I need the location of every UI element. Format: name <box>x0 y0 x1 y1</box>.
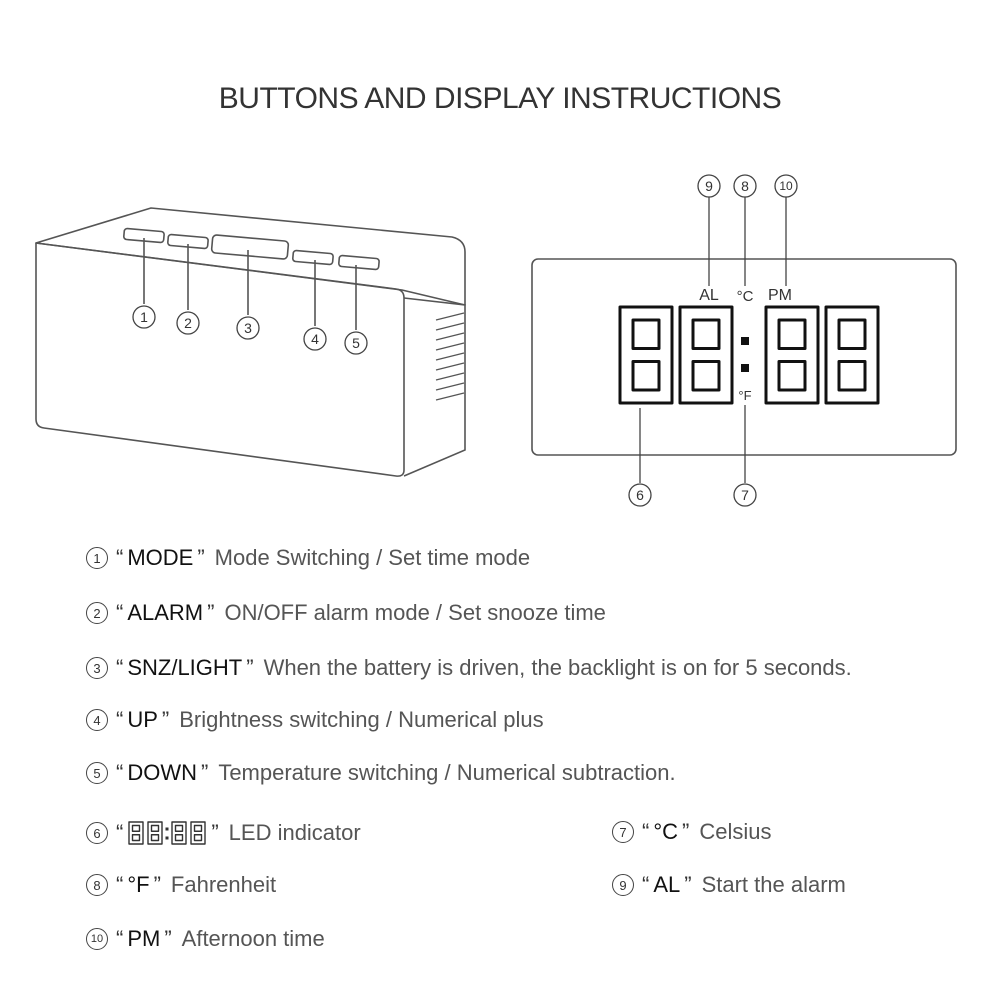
led-digits-icon <box>127 819 207 847</box>
legend-number: 7 <box>612 821 634 843</box>
legend-item-fahrenheit: 8 “ °F ” Fahrenheit <box>86 872 276 898</box>
display-celsius-label: °C <box>736 288 754 305</box>
led-digit <box>766 307 818 403</box>
callout-6 <box>629 484 651 506</box>
led-digit <box>148 822 162 844</box>
legend-number: 2 <box>86 602 108 624</box>
svg-text:1: 1 <box>140 309 148 325</box>
legend-number: 1 <box>86 547 108 569</box>
legend-item-mode: 1 “ MODE ” Mode Switching / Set time mode <box>86 545 530 571</box>
led-digit <box>826 307 878 403</box>
svg-text:2: 2 <box>184 315 192 331</box>
legend-key: MODE <box>127 545 194 570</box>
callout-4 <box>304 328 326 350</box>
legend-key: SNZ/LIGHT <box>127 655 243 680</box>
legend-number: 5 <box>86 762 108 784</box>
legend-number: 6 <box>86 822 108 844</box>
legend-desc: Celsius <box>699 819 772 844</box>
callout-2 <box>177 312 199 334</box>
legend-desc: Afternoon time <box>181 926 325 951</box>
legend-number: 3 <box>86 657 108 679</box>
callout-1 <box>133 306 155 328</box>
svg-text:6: 6 <box>636 487 644 503</box>
led-digit <box>129 822 143 844</box>
legend-item-celsius: 7 “ °C ” Celsius <box>612 819 771 845</box>
legend-desc: Temperature switching / Numerical subtraction. <box>218 760 676 785</box>
callout-9 <box>698 175 720 197</box>
legend-number: 8 <box>86 874 108 896</box>
legend-key: DOWN <box>127 760 197 785</box>
display-al-label: AL <box>699 287 719 304</box>
page-title: BUTTONS AND DISPLAY INSTRUCTIONS <box>218 82 782 115</box>
legend-key: °F <box>127 872 150 897</box>
legend-item-pm: 10 “ PM ” Afternoon time <box>86 926 325 952</box>
legend-key: PM <box>127 926 161 951</box>
legend-number: 9 <box>612 874 634 896</box>
led-colon-dot <box>741 337 749 345</box>
legend-key: UP <box>127 707 158 732</box>
svg-text:8: 8 <box>741 178 749 194</box>
callout-3 <box>237 317 259 339</box>
button-down <box>339 255 380 269</box>
button-snz-light <box>211 235 288 260</box>
legend-item-up: 4 “ UP ” Brightness switching / Numerical plus <box>86 707 544 733</box>
legend-desc: LED indicator <box>228 820 361 845</box>
led-digit <box>680 307 732 403</box>
callout-8 <box>734 175 756 197</box>
legend-desc: Mode Switching / Set time mode <box>214 545 531 570</box>
vent-lines <box>436 313 464 400</box>
legend-desc: Brightness switching / Numerical plus <box>179 707 544 732</box>
legend-key: ALARM <box>127 600 204 625</box>
led-colon-dot <box>166 828 169 831</box>
legend-item-alarm: 2 “ ALARM ” ON/OFF alarm mode / Set snooze time <box>86 600 606 626</box>
legend-item-down: 5 “ DOWN ” Temperature switching / Numerical subtraction. <box>86 760 676 786</box>
svg-text:9: 9 <box>705 178 713 194</box>
legend-number: 10 <box>86 928 108 950</box>
legend-item-snz-light: 3 “ SNZ/LIGHT ” When the battery is driven, the backlight is on for 5 seconds. <box>86 655 852 681</box>
svg-text:7: 7 <box>741 487 749 503</box>
callout-5 <box>345 332 367 354</box>
led-digit <box>191 822 205 844</box>
legend-desc: Start the alarm <box>701 872 846 897</box>
svg-text:5: 5 <box>352 335 360 351</box>
legend-desc: ON/OFF alarm mode / Set snooze time <box>224 600 606 625</box>
legend-number: 4 <box>86 709 108 731</box>
svg-text:4: 4 <box>311 331 319 347</box>
display-panel <box>532 197 956 483</box>
led-colon-dot <box>166 837 169 840</box>
callout-10 <box>775 175 797 197</box>
led-digit <box>620 307 672 403</box>
legend-item-al: 9 “ AL ” Start the alarm <box>612 872 846 898</box>
legend-key: AL <box>653 872 681 897</box>
svg-text:3: 3 <box>244 320 252 336</box>
led-digit <box>172 822 186 844</box>
display-fahrenheit-label: °F <box>738 388 752 403</box>
clock-front-face <box>36 243 404 476</box>
clock-illustration <box>36 208 465 476</box>
legend-desc: Fahrenheit <box>170 872 277 897</box>
legend-key: °C <box>653 819 679 844</box>
display-pm-label: PM <box>768 287 792 304</box>
svg-text:10: 10 <box>779 179 793 193</box>
display-callouts <box>629 175 797 506</box>
legend-item-led: 6 “ ” LED indicator <box>86 819 361 847</box>
button-callouts <box>133 306 367 354</box>
callout-7 <box>734 484 756 506</box>
button-up <box>293 250 334 264</box>
led-colon-dot <box>741 364 749 372</box>
legend-desc: When the battery is driven, the backlight is on for 5 seconds. <box>263 655 852 680</box>
